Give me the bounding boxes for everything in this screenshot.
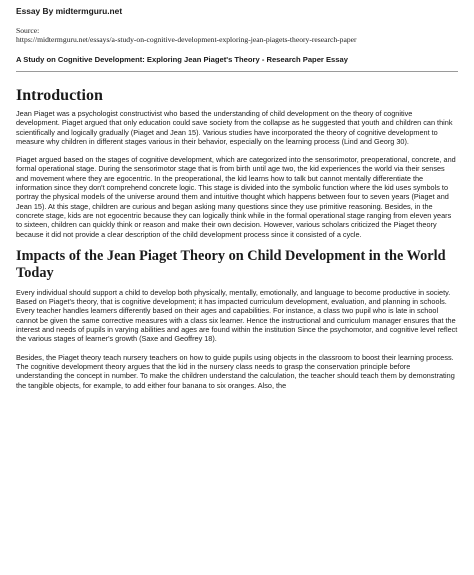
impacts-paragraph-2: Besides, the Piaget theory teach nursery teachers on how to guide pupils using objects in the classroom to boost their learning process. The cognitive development theory argues that the kid in the nursery class needs to grasp the conservation principle before understanding the concept in number. To make the children understand the calculation, the teacher should teach them by demonstrating the tangible objects, for example, to add either four banana to six oranges. Also, the — [16, 352, 455, 390]
source-url: https://midtermguru.net/essays/a-study-on-cognitive-development-exploring-jean-piagets-theory-research-paper — [16, 35, 357, 44]
introduction-paragraph-1: Jean Piaget was a psychologist constructivist who based the understanding of child development on the theory of cognitive development. Piaget argued that only education could save society from the collapse as he suggested that youth and children can think scientifically and logically gradually (Piaget and Jean 15). Various studies have incorporated the theory of cognitive development to measure why children in different stages various in their behavior, especially on the learning process (Lind and Georg 30). — [16, 109, 453, 146]
title-divider — [16, 71, 458, 72]
impacts-paragraph-1: Every individual should support a child to develop both physically, mentally, emotionally, and language to become productive in society. Based on Piaget's theory, that is cognitive development; it has impacted curriculum development, evaluation, and planning in schools. Every teacher handles learners differently based on their ages and capabilities. For instance, a class two pupil who is late in school cannot be given the same corrective measures with a class six learner. Hence the instructional and curriculum manager ensures that the interest and needs of pupils in varying abilities and ages are found within the institution Since the psychomotor, and cognitive level reflect the various stages of learner's growth (Saxe and Geoffrey 18). — [16, 287, 458, 344]
introduction-paragraph-2: Piaget argued based on the stages of cognitive development, which are categorized into the sensorimotor, preoperational, concrete, and formal operational stage. During the sensorimotor stage that is from birth until age two, the kid experiences the world via their senses and movement where they are egocentric. In the preoperational, the kid learns how to talk but cannot mentally differentiate the information since they don't comprehend concrete logic. This stage is divided into the symbolic function where the kid uses symbols to portray the physical models of the universe around them and intuitive thought which happens between four to seven years (Piaget and Jean 15). At this stage, children are curious and began asking many questions since they use primitive reasoning. Besides, in the concrete stage, kids are not egocentric because they can logically think while in the formal operational stage ranging from eleven years to sixteen, children can quickly think or reason and make their own decision. However, various scholars criticized the Piaget theory because it did not provide a clear description of the child development process since it consisted of a cycle. — [16, 155, 456, 239]
essay-attribution: Essay By midtermguru.net — [16, 6, 123, 16]
introduction-heading: Introduction — [16, 87, 103, 104]
document-title: A Study on Cognitive Development: Exploring Jean Piaget's Theory - Research Paper Essay — [16, 55, 348, 64]
source-label: Source: — [16, 26, 40, 35]
impacts-heading: Impacts of the Jean Piaget Theory on Child Development in the World Today — [16, 247, 446, 281]
